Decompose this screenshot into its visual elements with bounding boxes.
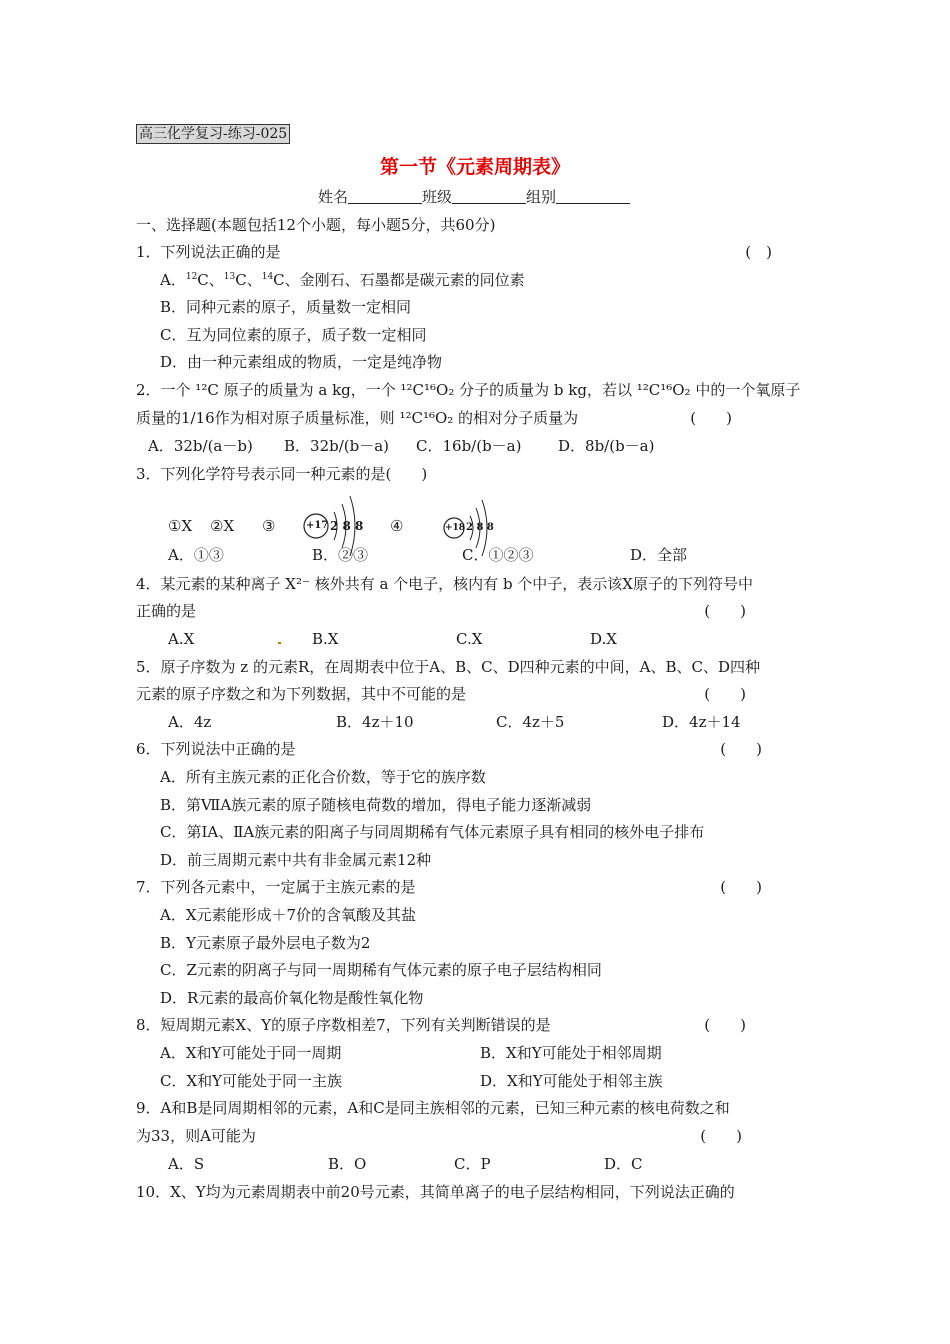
q5-option-d: D．4z＋14 <box>662 713 741 731</box>
q9-option-c: C．P <box>454 1155 491 1173</box>
q5-answer-paren: ( ) <box>704 685 746 703</box>
q7-answer-paren: ( ) <box>720 878 762 896</box>
q6-option-a: A．所有主族元素的正化合价数，等于它的族序数 <box>160 768 486 786</box>
q10-line-1: 10．X、Y均为元素周期表中前20号元素，其简单离子的电子层结构相同，下列说法正确的 <box>136 1183 735 1201</box>
q5-line-1: 5．原子序数为 z 的元素R，在周期表中位于A、B、C、D四种元素的中间，A、B、C、D四种 <box>136 658 760 676</box>
page-title: 第一节《元素周期表》 <box>379 156 570 178</box>
q8-option-d: D．X和Y可能处于相邻主族 <box>480 1072 663 1090</box>
q2-option-c: C．16b/(b－a) <box>416 437 522 455</box>
q1-answer-paren: ( ) <box>745 243 772 261</box>
q7-stem: 7．下列各元素中，一定属于主族元素的是 <box>136 878 416 896</box>
q3-symbol-3-label: ③ <box>262 517 276 535</box>
q1-option-d: D．由一种元素组成的物质，一定是纯净物 <box>160 353 443 371</box>
q2-option-d: D．8b/(b－a) <box>558 437 655 455</box>
q8-option-b: B．X和Y可能处于相邻周期 <box>480 1044 662 1062</box>
q6-option-c: C．第ⅠA、ⅡA族元素的阳离子与同周期稀有气体元素原子具有相同的核外电子排布 <box>160 823 705 841</box>
name-label: 姓名 <box>318 188 349 206</box>
q9-option-d: D．C <box>604 1155 643 1173</box>
q4-option-c: C.X <box>456 630 483 648</box>
q6-stem: 6．下列说法中正确的是 <box>136 740 296 758</box>
group-label: 组别 <box>526 188 557 206</box>
q8-option-c: C．X和Y可能处于同一主族 <box>160 1072 343 1090</box>
q3-stem: 3．下列化学符号表示同一种元素的是( ) <box>136 465 428 483</box>
q1-option-a: A．$^{12}$C、$^{13}$C、$^{14}$C、金刚石、石墨都是碳元素的同位素 <box>160 271 525 289</box>
q1-a-iso-2: 13 <box>223 272 236 282</box>
q7-option-c: C．Z元素的阴离子与同一周期稀有气体元素的原子电子层结构相同 <box>160 961 602 979</box>
q7-option-a: A．X元素能形成＋7价的含氧酸及其盐 <box>160 906 417 924</box>
q9-option-b: B．O <box>328 1155 367 1173</box>
q1-stem: 1．下列说法正确的是 <box>136 243 281 261</box>
q8-answer-paren: ( ) <box>704 1016 746 1034</box>
q1-option-c: C．互为同位素的原子，质子数一定相同 <box>160 326 427 344</box>
q2-answer-paren: ( ) <box>690 409 732 427</box>
q3-atom3-nucleus: +17 <box>306 520 329 531</box>
q1-a-prefix: A． <box>160 271 186 289</box>
q3-atom4-nucleus: +18 <box>445 523 466 533</box>
q3-option-a: A．①③ <box>168 546 224 564</box>
q3-symbol-1: ①X <box>168 517 193 535</box>
q3-option-c: C．①②③ <box>462 546 534 564</box>
q5-option-a: A．4z <box>168 713 212 731</box>
q2-option-a: A．32b/(a－b) <box>148 437 253 455</box>
q6-answer-paren: ( ) <box>720 740 762 758</box>
q4-line-2: 正确的是 <box>136 602 197 620</box>
q3-option-d: D．全部 <box>630 546 688 564</box>
q6-option-b: B．第ⅦA族元素的原子随核电荷数的增加，得电子能力逐渐减弱 <box>160 796 592 814</box>
q2-line-1: 2．一个 ¹²C 原子的质量为 a kg，一个 ¹²C¹⁶O₂ 分子的质量为 b kg，若以 ¹²C¹⁶O₂ 中的一个氧原子 <box>136 381 801 399</box>
q9-option-a: A．S <box>168 1155 205 1173</box>
name-blank[interactable] <box>348 188 422 204</box>
group-blank[interactable] <box>556 188 630 204</box>
class-label: 班级 <box>422 188 453 206</box>
q3-option-b: B．②③ <box>312 546 369 564</box>
q5-line-2: 元素的原子序数之和为下列数据，其中不可能的是 <box>136 685 467 703</box>
q9-line-1: 9．A和B是同周期相邻的元素，A和C是同主族相邻的元素，已知三种元素的核电荷数之和 <box>136 1099 730 1117</box>
q2-line-2: 质量的1/16作为相对原子质量标准，则 ¹²C¹⁶O₂ 的相对分子质量为 <box>136 409 579 427</box>
q7-option-d: D．R元素的最高价氧化物是酸性氧化物 <box>160 989 424 1007</box>
q5-option-c: C．4z＋5 <box>496 713 565 731</box>
worksheet-tag: 高三化学复习-练习-025 <box>136 124 290 144</box>
student-info-line <box>318 187 630 207</box>
q5-option-b: B．4z＋10 <box>336 713 414 731</box>
q4-line-1: 4．某元素的某种离子 X²⁻ 核外共有 a 个电子，核内有 b 个中子，表示该X原子的下列符号中 <box>136 575 753 593</box>
class-blank[interactable] <box>452 188 526 204</box>
section-heading: 一、选择题(本题包括12个小题，每小题5分，共60分) <box>136 216 496 234</box>
q9-answer-paren: ( ) <box>700 1127 742 1145</box>
q8-option-a: A．X和Y可能处于同一周期 <box>160 1044 342 1062</box>
q1-a-iso-1: 12 <box>185 272 198 282</box>
q6-option-d: D．前三周期元素中共有非金属元素12种 <box>160 851 432 869</box>
q3-atom3-shells: 2 8 8 <box>330 519 364 533</box>
q3-symbol-2: ②X <box>210 517 235 535</box>
q3-atom4-shells: 2 8 8 <box>466 522 494 533</box>
q4-option-a: A.X <box>168 630 195 648</box>
q3-symbol-4-label: ④ <box>390 517 404 535</box>
q2-option-b: B．32b/(b－a) <box>284 437 390 455</box>
q7-option-b: B．Y元素原子最外层电子数为2 <box>160 934 371 952</box>
q4-answer-paren: ( ) <box>704 602 746 620</box>
q9-line-2: 为33，则A可能为 <box>136 1127 256 1145</box>
q4-option-d: D.X <box>590 630 617 648</box>
q4-option-b: B.X <box>312 630 339 648</box>
q1-a-rest: C、金刚石、石墨都是碳元素的同位素 <box>273 271 525 289</box>
q1-a-iso-3: 14 <box>261 272 274 282</box>
stray-mark <box>278 642 281 644</box>
q1-option-b: B．同种元素的原子，质量数一定相同 <box>160 298 412 316</box>
q8-stem: 8．短周期元素X、Y的原子序数相差7，下列有关判断错误的是 <box>136 1016 551 1034</box>
